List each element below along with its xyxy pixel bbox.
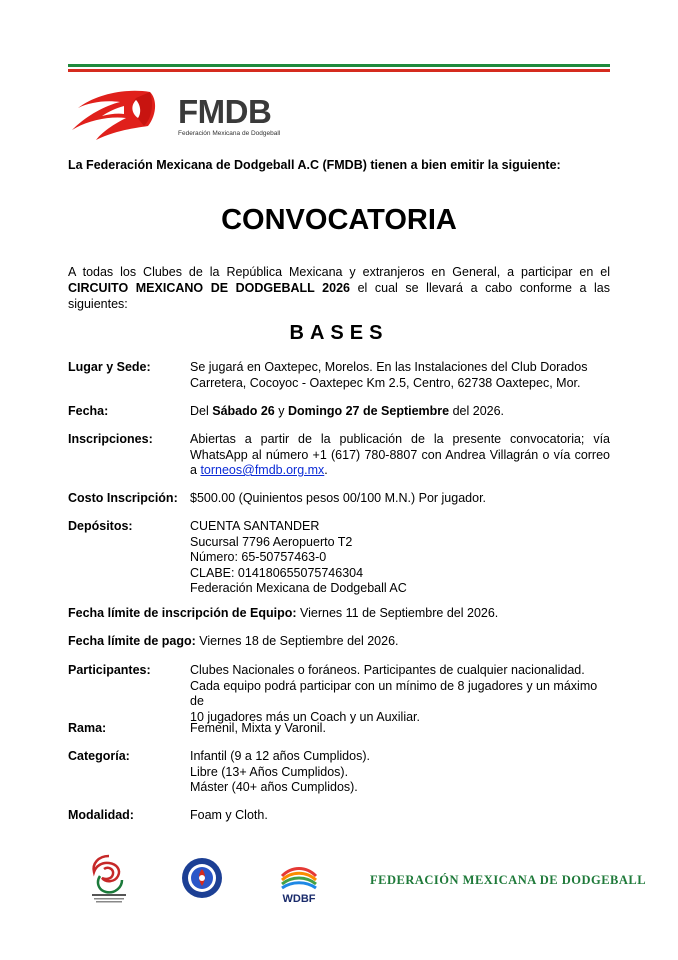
- fecha-value: [190, 404, 610, 420]
- fecha-label: Fecha:: [68, 404, 109, 418]
- header-stripe-red: [68, 69, 610, 72]
- categoria-line: Máster (40+ años Cumplidos).: [190, 780, 358, 794]
- fecha-bold-2: Domingo 27 de Septiembre: [287, 404, 450, 418]
- participantes-value: [190, 663, 610, 725]
- inscripciones-value: [190, 432, 610, 479]
- limite-pago-label: Fecha límite de pago:: [68, 634, 196, 648]
- wdbf-label: WDBF: [282, 893, 316, 904]
- page-title: CONVOCATORIA: [221, 204, 457, 236]
- participantes-line: Clubes Nacionales o foráneos. Participantes de cualquier nacionalidad.: [190, 663, 585, 677]
- inscripciones-end: .: [324, 463, 328, 477]
- confederacion-deportiva-logo: [84, 852, 134, 906]
- lugar-value: [190, 360, 610, 391]
- categoria-line: Libre (13+ Años Cumplidos).: [190, 764, 349, 779]
- paragraph-part1: A todas los Clubes de la República Mexicana y extranjeros en General, a participar en el: [68, 265, 610, 279]
- limite-pago-value: Viernes 18 de Septiembre del 2026.: [195, 634, 399, 648]
- costo-label: Costo Inscripción:: [68, 491, 178, 505]
- categoria-value: [190, 749, 610, 796]
- lugar-label: Lugar y Sede:: [68, 360, 151, 374]
- email-link[interactable]: torneos@fmdb.org.mx: [200, 463, 325, 477]
- inscripciones-label: Inscripciones:: [68, 432, 153, 446]
- footer-federation-name: FEDERACIÓN MEXICANA DE DODGEBALL: [370, 873, 647, 887]
- fecha-bold-1: Sábado 26: [212, 404, 275, 418]
- fmdb-flame-ball-logo: [66, 86, 158, 142]
- fecha-post: del 2026.: [449, 404, 505, 418]
- association-seal-logo: [180, 856, 224, 900]
- costo-value: $500.00 (Quinientos pesos 00/100 M.N.) Por jugador.: [190, 491, 487, 505]
- deposito-line: CLABE: 014180655075746304: [190, 565, 364, 580]
- deposito-line: Sucursal 7796 Aeropuerto T2: [190, 534, 353, 549]
- bases-heading: BASES: [289, 322, 389, 344]
- limite-equipo-label: Fecha límite de inscripción de Equipo:: [68, 606, 297, 620]
- inscripciones-text: Abiertas a partir de la publicación de la presente convocatoria; vía WhatsApp al número +1 (617) 780-8807 con Andrea Villagrán o vía correo a: [190, 432, 610, 477]
- depositos-label: Depósitos:: [68, 519, 133, 533]
- fecha-mid: y: [274, 404, 288, 418]
- section-limite-equipo: [68, 606, 610, 622]
- paragraph-bold: CIRCUITO MEXICANO DE DODGEBALL 2026: [68, 281, 350, 295]
- depositos-value: [190, 519, 610, 597]
- categoria-line: Infantil (9 a 12 años Cumplidos).: [190, 749, 370, 763]
- rama-label: Rama:: [68, 721, 107, 735]
- brand-subtitle: Federación Mexicana de Dodgeball: [178, 130, 281, 137]
- modalidad-label: Modalidad:: [68, 808, 134, 822]
- lugar-line: Se jugará en Oaxtepec, Morelos. En las Instalaciones del Club Dorados: [190, 360, 588, 374]
- lugar-line: Carretera, Cocoyoc - Oaxtepec Km 2.5, Centro, 62738 Oaxtepec, Mor.: [190, 375, 581, 390]
- deposito-line: Número: 65-50757463-0: [190, 550, 327, 564]
- brand-name: FMDB: [178, 93, 272, 130]
- categoria-label: Categoría:: [68, 749, 130, 763]
- participantes-line: Cada equipo podrá participar con un mínimo de 8 jugadores y un máximo de: [190, 678, 598, 708]
- deposito-line: Federación Mexicana de Dodgeball AC: [190, 581, 407, 595]
- intro-paragraph: [68, 264, 610, 312]
- modalidad-value: Foam y Cloth.: [190, 808, 268, 822]
- rama-value: Femenil, Mixta y Varonil.: [190, 721, 326, 735]
- section-limite-pago: [68, 634, 610, 650]
- fmdb-brand: [178, 95, 280, 137]
- limite-equipo-value: Viernes 11 de Septiembre del 2026.: [296, 606, 499, 620]
- paragraph-part2: el cual se llevará a cabo conforme a las siguientes:: [68, 281, 610, 311]
- participantes-line: 10 jugadores más un Coach y un Auxiliar.: [190, 709, 420, 724]
- intro-text: La Federación Mexicana de Dodgeball A.C (FMDB) tienen a bien emitir la siguiente:: [68, 158, 561, 172]
- fecha-pre: Del: [190, 404, 213, 418]
- participantes-label: Participantes:: [68, 663, 151, 677]
- deposito-line: CUENTA SANTANDER: [190, 519, 320, 533]
- wdbf-logo: [276, 858, 322, 904]
